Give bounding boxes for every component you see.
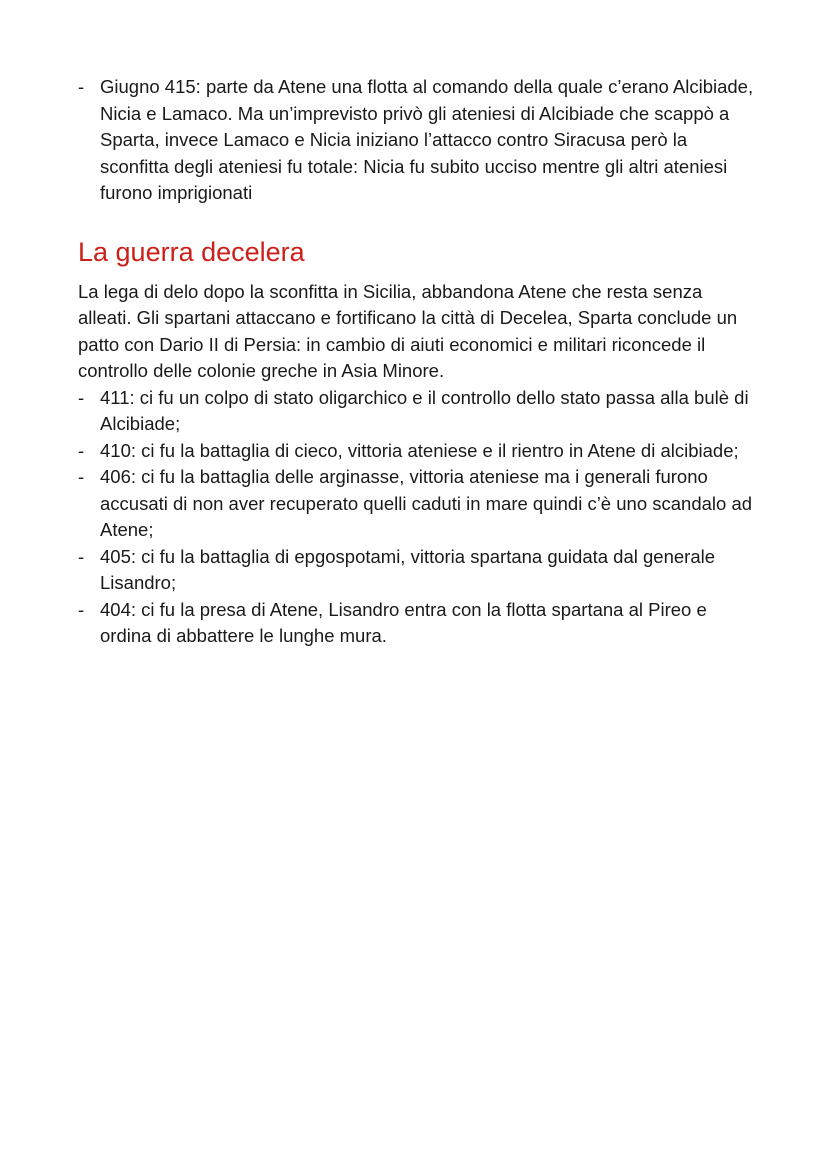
dash-marker: - (78, 466, 85, 487)
list-item (78, 597, 758, 650)
dash-marker: - (78, 76, 85, 97)
list-item (78, 544, 758, 597)
timeline-bullet-list (78, 385, 758, 650)
list-item (78, 464, 758, 544)
list-item (78, 74, 758, 207)
list-item-text: 411: ci fu un colpo di stato oligarchico e il controllo dello stato passa alla bulè di Alcibiade; (100, 386, 749, 434)
list-item-text: 405: ci fu la battaglia di epgospotami, vittoria spartana guidata dal generale Lisandro; (100, 545, 716, 593)
dash-marker: - (78, 598, 85, 620)
list-item (78, 385, 758, 438)
list-item (78, 438, 758, 465)
section-heading: La guerra decelera (78, 236, 305, 267)
list-item-text: Giugno 415: parte da Atene una flotta al comando della quale c’erano Alcibiade, Nicia e Lamaco. Ma un’imprevisto privò gli ateniesi di Alcibiade che scappò a Sparta, invece Lamaco e Nicia iniziano l’attacco contro Siracusa però la sconfitta degli ateniesi fu totale: Nicia fu subito ucciso mentre gli altri ateniesi furono imprigionati (100, 76, 754, 203)
dash-marker: - (78, 439, 85, 461)
list-item-text: 404: ci fu la presa di Atene, Lisandro entra con la flotta spartana al Pireo e ordina di abbattere le lunghe mura. (100, 598, 707, 646)
dash-marker: - (78, 386, 85, 408)
intro-bullet-list (78, 74, 758, 207)
document-content (78, 74, 758, 650)
list-item-text: 410: ci fu la battaglia di cieco, vittoria ateniese e il rientro in Atene di alcibiade; (100, 439, 739, 461)
list-item-text: 406: ci fu la battaglia delle arginasse, vittoria ateniese ma i generali furono accusati di non aver recuperato quelli caduti in mare quindi c’è uno scandalo ad Atene; (100, 466, 753, 540)
section-paragraph: La lega di delo dopo la sconfitta in Sicilia, abbandona Atene che resta senza alleati. Gli spartani attaccano e fortificano la città di Decelea, Sparta conclude un patto con Dario II di Persia: in cambio di aiuti economici e militari riconcede il controllo delle colonie greche in Asia Minore. (78, 280, 738, 381)
dash-marker: - (78, 545, 85, 567)
